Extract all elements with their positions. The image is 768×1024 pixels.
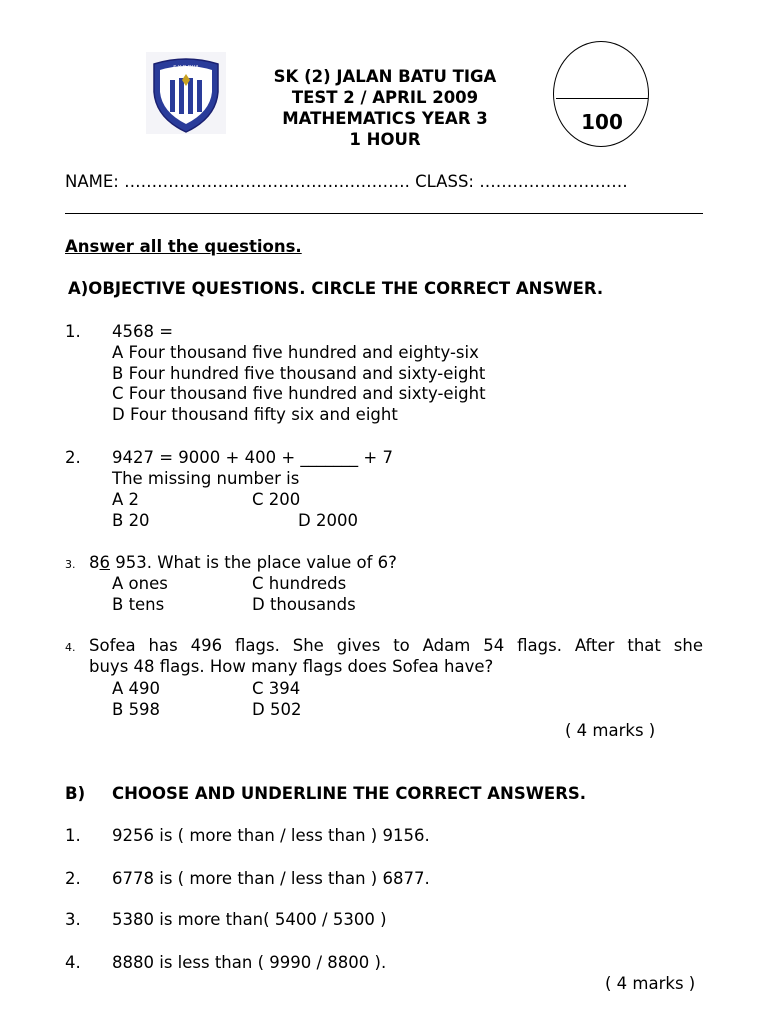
q2-option-b: B 20 [112, 511, 150, 530]
test-title: TEST 2 / APRIL 2009 [291, 88, 479, 107]
q1-option-a: A Four thousand five hundred and eighty-six [112, 343, 479, 362]
b-item-1-number: 1. [65, 826, 81, 845]
section-b-title: CHOOSE AND UNDERLINE THE CORRECT ANSWERS. [112, 784, 587, 803]
q1-option-b: B Four hundred five thousand and sixty-eight [112, 364, 486, 383]
q4-option-b: B 598 [112, 700, 161, 719]
q2-option-c: C 200 [252, 490, 301, 509]
q3-option-c: C hundreds [252, 574, 347, 593]
q3-option-d: D thousands [252, 595, 356, 614]
subject-title: MATHEMATICS YEAR 3 [282, 109, 488, 128]
q1-option-c: C Four thousand five hundred and sixty-eight [112, 384, 486, 403]
instruction: Answer all the questions. [65, 237, 302, 256]
logo-text: S.K.B.DUA [173, 65, 199, 71]
b-item-1-text: 9256 is ( more than / less than ) 9156. [112, 826, 430, 845]
b-item-2-number: 2. [65, 869, 81, 888]
b-item-3-text: 5380 is more than( 5400 / 5300 ) [112, 910, 387, 929]
section-b-marks: ( 4 marks ) [605, 974, 696, 993]
b-item-4-number: 4. [65, 953, 81, 972]
q1-option-d: D Four thousand fifty six and eight [112, 405, 398, 424]
q2-option-a: A 2 [112, 490, 140, 509]
section-b-label: B) [65, 784, 86, 803]
q4-option-d: D 502 [252, 700, 302, 719]
header-divider [65, 213, 703, 214]
q3-number: 3. [65, 558, 76, 571]
section-a-title: A)OBJECTIVE QUESTIONS. CIRCLE THE CORRECT ANSWER. [68, 279, 604, 298]
q3-underlined-digit: 6 [99, 553, 110, 572]
b-item-3-number: 3. [65, 910, 81, 929]
score-total: 100 [581, 110, 623, 134]
q2-text-2: The missing number is [112, 469, 300, 488]
q4-option-a: A 490 [112, 679, 161, 698]
q3-text [89, 553, 397, 572]
q2-option-d: D 2000 [298, 511, 358, 530]
b-item-2-text: 6778 is ( more than / less than ) 6877. [112, 869, 430, 888]
q3-text-pre: 8 [89, 553, 100, 572]
q3-option-a: A ones [112, 574, 168, 593]
q4-text-line1: Sofea has 496 flags. She gives to Adam 54 flags. After that she [89, 636, 703, 655]
q4-number: 4. [65, 641, 76, 654]
school-name: SK (2) JALAN BATU TIGA [273, 67, 497, 86]
q4-text-line2: buys 48 flags. How many flags does Sofea have? [89, 657, 494, 676]
name-class-field: NAME: ……………………………………………. CLASS: ……………………… [65, 172, 628, 191]
school-logo [146, 52, 226, 134]
score-divider [556, 98, 648, 99]
section-a-marks: ( 4 marks ) [565, 721, 656, 740]
q1-number: 1. [65, 322, 81, 341]
b-item-4-text: 8880 is less than ( 9990 / 8800 ). [112, 953, 387, 972]
q2-text: 9427 = 9000 + 400 + _______ + 7 [112, 448, 393, 467]
duration: 1 HOUR [349, 130, 421, 149]
q3-option-b: B tens [112, 595, 165, 614]
q3-text-post: 953. What is the place value of 6? [110, 553, 397, 572]
q2-number: 2. [65, 448, 81, 467]
q4-option-c: C 394 [252, 679, 301, 698]
q1-text: 4568 = [112, 322, 174, 341]
